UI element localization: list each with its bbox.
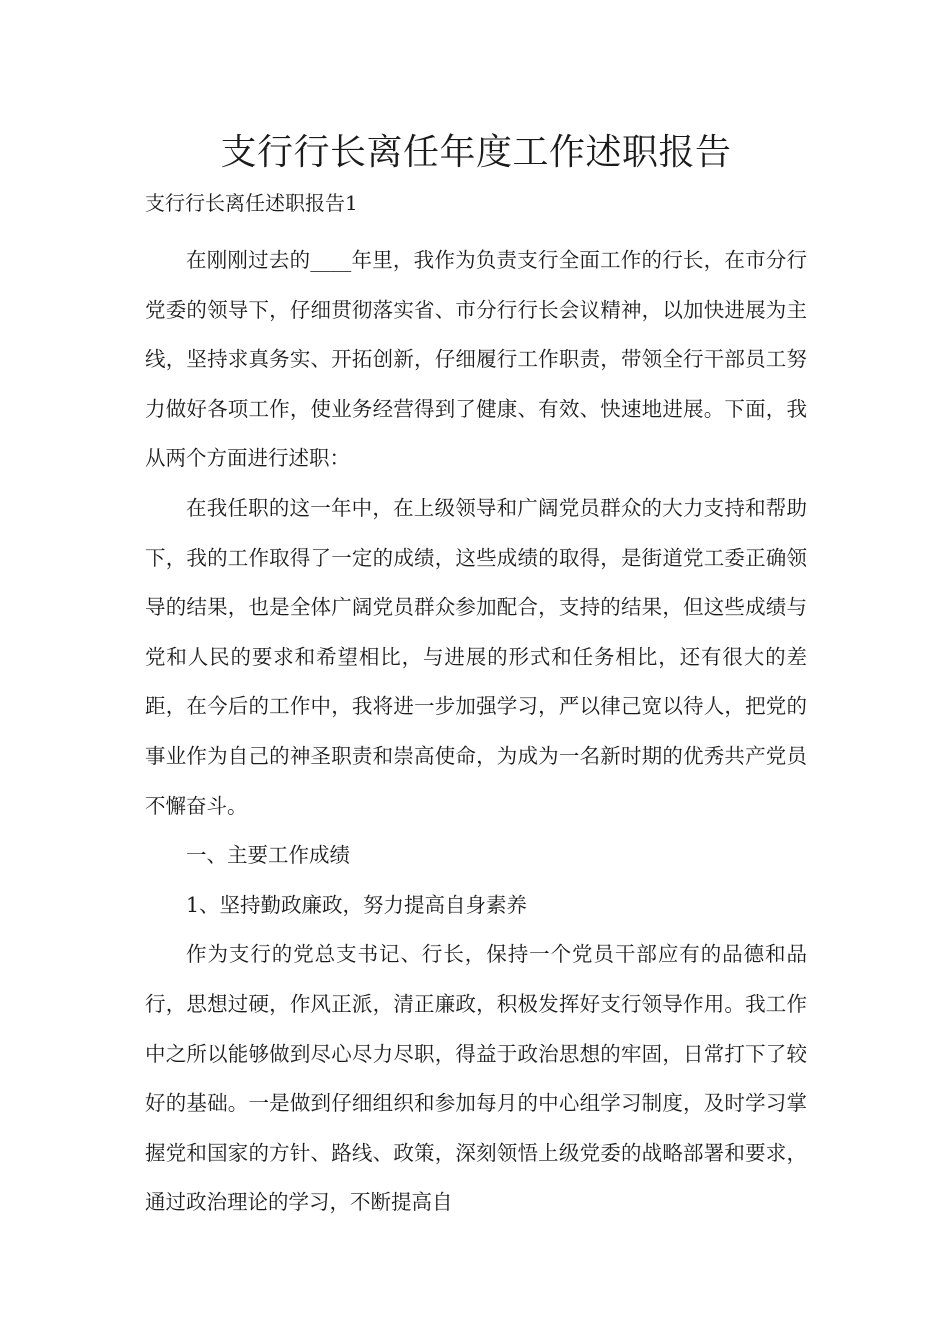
intro-paragraph: 在刚刚过去的____年里，我作为负责支行全面工作的行长，在市分行党委的领导下，仔细贯彻落实省、市分行行长会议精神，以加快进展为主线，坚持求真务实、开拓创新，仔细履行工作职责，带领全行干部员工努力做好各项工作，使业务经营得到了健康、有效、快速地进展。下面，我从两个方面进行述职： <box>145 248 807 471</box>
summary-paragraph: 在我任职的这一年中，在上级领导和广阔党员群众的大力支持和帮助下，我的工作取得了一定的成绩，这些成绩的取得，是街道党工委正确领导的结果，也是全体广阔党员群众参加配合，支持的结果，但这些成绩与党和人民的要求和希望相比，与进展的形式和任务相比，还有很大的差距，在今后的工作中，我将进一步加强学习，严以律己宽以待人，把党的事业作为自己的神圣职责和崇高使命，为成为一名新时期的优秀共产党员不懈奋斗。 <box>145 495 807 818</box>
document-title: 支行行长离任年度工作述职报告 <box>220 132 732 173</box>
body-paragraph: 作为支行的党总支书记、行长，保持一个党员干部应有的品德和品行，思想过硬，作风正派，清正廉政，积极发挥好支行领导作用。我工作中之所以能够做到尽心尽力尽职，得益于政治思想的牢固，日常打下了较好的基础。一是做到仔细组织和参加每月的中心组学习制度，及时学习掌握党和国家的方针、路线、政策，深刻领悟上级党委的战略部署和要求，通过政治理论的学习，不断提高自 <box>145 942 807 1215</box>
document-page <box>145 128 807 1228</box>
section-heading: 一、主要工作成绩 <box>186 843 350 868</box>
report-subtitle: 支行行长离任述职报告1 <box>145 191 358 215</box>
sub-heading: 1、坚持勤政廉政，努力提高自身素养 <box>186 892 528 917</box>
